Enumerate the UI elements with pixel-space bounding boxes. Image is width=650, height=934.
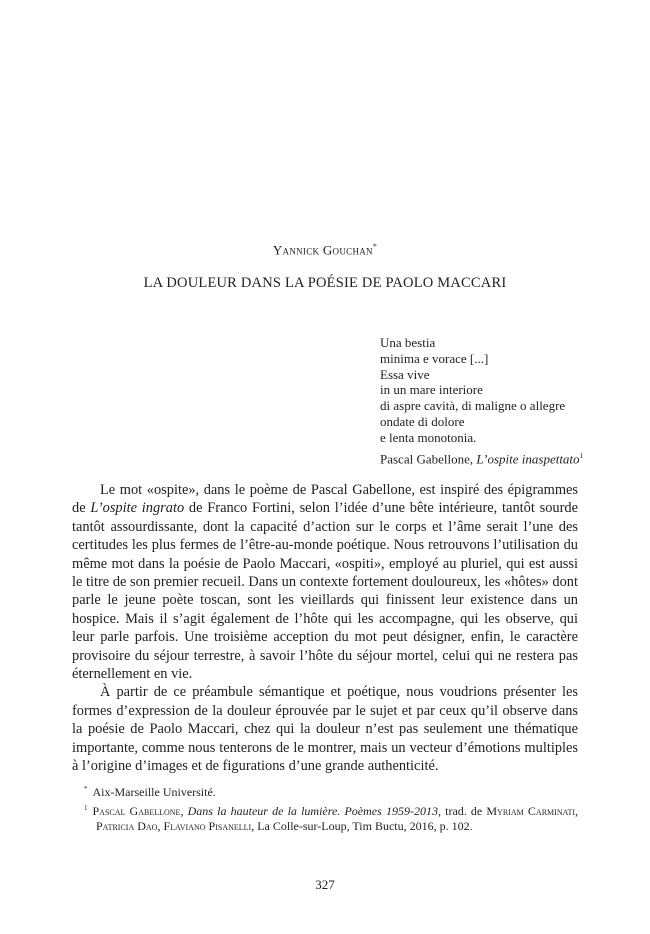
epigraph-source-author: Pascal Gabellone, [380, 450, 477, 466]
footnote-1-title: Dans la hauteur de la lumière. Poèmes 1959-2013 [187, 803, 438, 818]
paragraph-1-text-b: de Franco Fortini, selon l’idée d’une bête intérieure, tantôt sourde tantôt assourdissante, dont la capacité d’action sur le corps et l’âme serait l’une des certitudes les plus fermes de l’être-au-monde poétique. Nous retrouvons l’utilisation du même mot dans la poésie de Paolo Maccari, «ospiti», employé au pluriel, qui est aussi le titre de son premier recueil. Dans un contexte fortement douloureux, les «hôtes» dont parle le jeune poète toscan, sont les vieillards qui finissent leur existence dans un hospice. Mais il s’agit également de l’hôte qui les accompagne, qui les observe, qui leur parle parfois. Une troisième acception du mot peut désigner, enfin, le caractère provisoire du séjour terrestre, à savoir l’hôte du séjour mortel, celui qui ne restera pas éternellement en vie. [72, 500, 578, 683]
article-title: LA DOULEUR DANS LA POÉSIE DE PAOLO MACCARI [143, 275, 507, 291]
footnote-1-mark: 1 [84, 803, 88, 812]
author-name: Yannick Gouchan [272, 242, 373, 258]
work-title-ospite-ingrato: L’ospite ingrato [90, 500, 185, 517]
epigraph-line: minima e vorace [...] [380, 350, 489, 366]
footnote-1-author: Pascal Gabellone [92, 803, 181, 818]
epigraph [380, 335, 620, 467]
epigraph-source [380, 448, 620, 467]
paragraph-1-text-a: Le mot «ospite», dans le poème de Pascal Gabellone, est inspiré des épigrammes de [72, 482, 578, 517]
article-author [0, 242, 650, 258]
footnote-1-trad: , trad. de [437, 803, 487, 818]
footnote-star-text: Aix-Marseille Université. [92, 785, 216, 799]
epigraph-source-work: L’ospite inaspettato [476, 450, 580, 466]
epigraph-line: ondate di dolore [380, 413, 465, 429]
footnote-1 [72, 801, 578, 835]
footnote-1-sep: , [180, 803, 188, 818]
footnote-1-translator: Myriam Carminati [486, 803, 576, 818]
footnote-ref-1: 1 [579, 450, 584, 460]
epigraph-line: Essa vive [380, 366, 430, 382]
footnote-1-sep: , [575, 803, 579, 818]
footnote-1-rest: , La Colle-sur-Loup, Tim Buctu, 2016, p. 102. [251, 819, 473, 833]
epigraph-line: di aspre cavità, di maligne o allegre [380, 398, 566, 414]
body-text [72, 481, 578, 776]
footnote-1-sep: , [157, 819, 164, 833]
paragraph-2: À partir de ce préambule sémantique et poétique, nous voudrions présenter les formes d’expression de la douleur éprouvée par le sujet et par ceux qu’il observe dans la poésie de Paolo Maccari, chez qui la douleur n’est pas seulement une thématique importante, comme nous tenterons de le montrer, mais un vecteur d’émotions multiples à l’origine d’images et de figurations d’une grande authenticité. [72, 684, 578, 775]
paragraph-1 [72, 481, 578, 683]
epigraph-line: Una bestia [380, 335, 436, 350]
footnotes [72, 782, 578, 835]
footnote-star-mark: * [84, 785, 88, 793]
epigraph-line: in un mare interiore [380, 382, 483, 398]
footnote-1-translator: Patricia Dao [96, 819, 158, 833]
footnote-star [72, 782, 578, 801]
page-number: 327 [315, 877, 335, 892]
epigraph-line: e lenta monotonia. [380, 429, 477, 445]
footnote-1-translator: Flaviano Pisanelli [163, 819, 252, 833]
author-footnote-mark: * [372, 242, 378, 251]
